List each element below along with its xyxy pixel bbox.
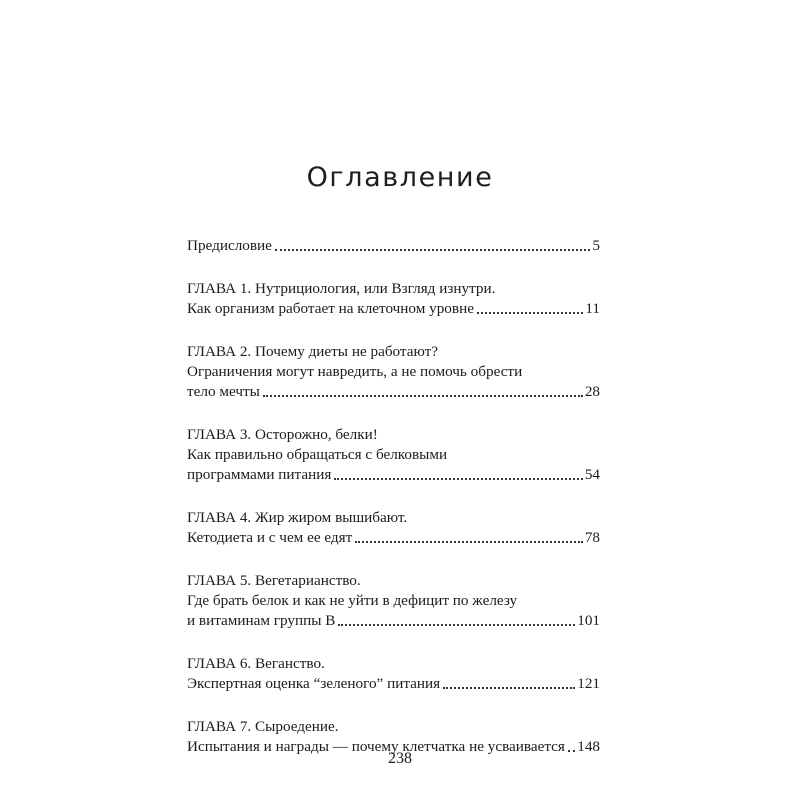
toc-entry-chapter-2 [187,342,600,402]
toc-entry-heading: ГЛАВА 1. Нутрициология, или Взгляд изнутри. [187,280,496,297]
toc-entry-subtitle: тело мечты [187,383,260,400]
toc-entry-last-line [187,465,600,485]
toc-page-number: 28 [584,383,600,400]
toc-entry-heading: ГЛАВА 3. Осторожно, белки! [187,426,378,443]
toc-entry-subtitle-line: Где брать белок и как не уйти в дефицит по железу [187,592,518,609]
toc-entry-heading: ГЛАВА 2. Почему диеты не работают? [187,343,439,360]
toc-page-number: 11 [585,300,600,317]
toc-entry-subtitle: Испытания и награды — почему клетчатка не усваивается [187,738,565,755]
dot-leader [338,623,575,626]
dot-leader [263,394,583,397]
toc-entry-subtitle: Как организм работает на клеточном уровне [187,300,474,317]
toc-entry-heading: ГЛАВА 5. Вегетарианство. [187,572,361,589]
toc-page-number: 101 [577,612,600,629]
dot-leader [334,477,582,480]
toc-entry-last-line [187,382,600,402]
toc-entry-heading: ГЛАВА 4. Жир жиром вышибают. [187,509,408,526]
page-title: Оглавление [306,162,494,193]
toc-entry-chapter-3 [187,425,600,485]
toc-entry-subtitle: и витаминам группы В [187,612,336,629]
toc-entry-heading: ГЛАВА 6. Веганство. [187,655,325,672]
dot-leader [443,686,575,689]
toc-page-number: 148 [577,738,600,755]
toc-entry-last-line [187,299,600,319]
toc-entry-last-line [187,236,600,256]
toc-entry-subtitle: программами питания [187,466,332,483]
page-number: 238 [388,750,412,767]
toc-page-number: 5 [592,237,600,254]
toc-entry-preface [187,236,600,256]
toc-entry-subtitle: Кетодиета и с чем ее едят [187,529,353,546]
table-of-contents [187,236,600,780]
toc-entry-chapter-4 [187,508,600,548]
toc-page-number: 121 [577,675,600,692]
toc-entry-subtitle-line: Ограничения могут навредить, а не помочь обрести [187,363,523,380]
dot-leader [275,248,590,251]
toc-entry-last-line [187,528,600,548]
toc-page-number: 78 [584,529,600,546]
toc-entry-subtitle: Экспертная оценка “зеленого” питания [187,675,441,692]
toc-entry-title: Предисловие [187,237,272,254]
toc-entry-heading: ГЛАВА 7. Сыроедение. [187,718,339,735]
toc-entry-subtitle-line: Как правильно обращаться с белковыми [187,446,448,463]
toc-entry-chapter-5 [187,571,600,631]
toc-entry-last-line [187,674,600,694]
toc-entry-chapter-1 [187,279,600,319]
toc-entry-chapter-6 [187,654,600,694]
dot-leader [477,311,583,314]
toc-entry-last-line [187,611,600,631]
dot-leader [355,540,583,543]
toc-page-number: 54 [584,466,600,483]
